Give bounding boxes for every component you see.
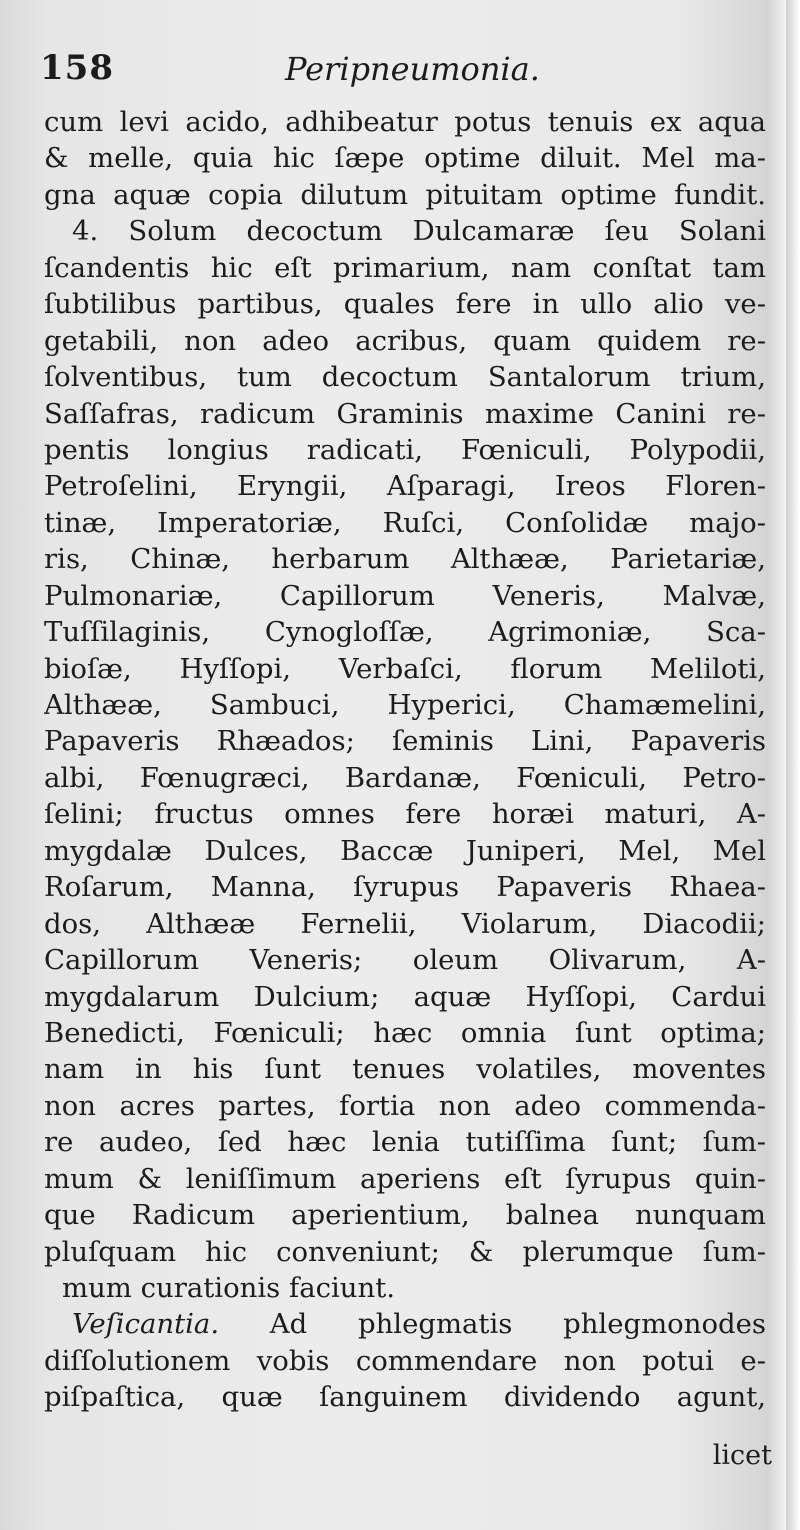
text-line: tinæ, Imperatoriæ, Ruſci, Conſolidæ majo-: [44, 506, 766, 539]
text-line: bioſæ, Hyſſopi, Verbaſci, florum Meliloti,: [44, 652, 766, 685]
text-line: Althææ, Sambuci, Hyperici, Chamæmelini,: [44, 689, 766, 721]
text-line: & melle, quia hic ſæpe optime diluit. Mel ma-: [44, 142, 766, 175]
page-header: [40, 48, 760, 100]
text-line: mygdalæ Dulces, Baccæ Juniperi, Mel, Mel: [44, 834, 766, 867]
text-line: ſelini; fructus omnes fere horæi maturi, A-: [44, 798, 766, 831]
text-line: mygdalarum Dulcium; aquæ Hyſſopi, Cardui: [44, 980, 766, 1013]
text-line: dos, Althææ Fernelii, Violarum, Diacodii;: [44, 907, 766, 940]
text-line: non acres partes, fortia non adeo commenda-: [44, 1089, 766, 1122]
text-line: 4. Solum decoctum Dulcamaræ ſeu Solani: [72, 215, 766, 248]
vesicantia-line: [44, 1306, 766, 1342]
text-line: mum curationis faciunt.: [62, 1272, 396, 1304]
text-line: nam in his ſunt tenues volatiles, moventes: [44, 1053, 766, 1086]
text-line: piſpaſtica, quæ ſanguinem dividendo agunt,: [44, 1381, 766, 1414]
running-head: Peripneumonia.: [285, 50, 540, 88]
text-line: que Radicum aperientium, balnea nunquam: [44, 1199, 766, 1232]
text-line: albi, Fœnugræci, Bardanæ, Fœniculi, Petro-: [44, 761, 766, 794]
text-line: Pulmonariæ, Capillorum Veneris, Malvæ,: [44, 579, 766, 612]
catchword: licet: [712, 1440, 772, 1471]
text-line: ſcandentis hic eſt primarium, nam conſtat tam: [44, 251, 766, 284]
text-line: Benedicti, Fœniculi; hæc omnia ſunt optima;: [44, 1016, 766, 1049]
vesicantia-heading: Veſicantia.: [72, 1308, 220, 1341]
text-line: Capillorum Veneris; oleum Olivarum, A-: [44, 944, 766, 977]
text-line: ris, Chinæ, herbarum Althææ, Parietariæ,: [44, 543, 766, 576]
text-line: re audeo, ſed hæc lenia tutiſſima ſunt; ſum-: [44, 1126, 766, 1159]
text-line: Tuſſilaginis, Cynogloſſæ, Agrimoniæ, Sca-: [44, 616, 766, 649]
page-edge: [786, 0, 800, 1530]
vesicantia-first-line: Ad phlegmatis phlegmonodes: [269, 1308, 766, 1341]
text-line: pluſquam hic conveniunt; & plerumque ſum-: [44, 1235, 766, 1268]
text-line: Saſſafras, radicum Graminis maxime Canini re-: [44, 397, 766, 430]
text-line: Petroſelini, Eryngii, Aſparagi, Ireos Floren-: [44, 470, 766, 503]
page-number: 158: [40, 48, 114, 88]
body-text: [44, 104, 766, 1416]
text-line: Papaveris Rhæados; ſeminis Lini, Papaveris: [44, 725, 766, 758]
text-line: getabili, non adeo acribus, quam quidem re-: [44, 324, 766, 357]
text-line: mum & leniſſimum aperiens eſt ſyrupus quin-: [44, 1162, 766, 1195]
text-line: Roſarum, Manna, ſyrupus Papaveris Rhaea-: [44, 871, 766, 904]
text-line: diſſolutionem vobis commendare non potui e-: [44, 1344, 766, 1377]
text-line: gna aquæ copia dilutum pituitam optime fundit.: [44, 178, 766, 211]
text-line: pentis longius radicati, Fœniculi, Polypodii,: [44, 433, 766, 466]
text-line: cum levi acido, adhibeatur potus tenuis ex aqua: [44, 106, 766, 138]
text-line: ſubtilibus partibus, quales fere in ullo alio ve-: [44, 288, 766, 321]
text-line: ſolventibus, tum decoctum Santalorum trium,: [44, 361, 766, 394]
